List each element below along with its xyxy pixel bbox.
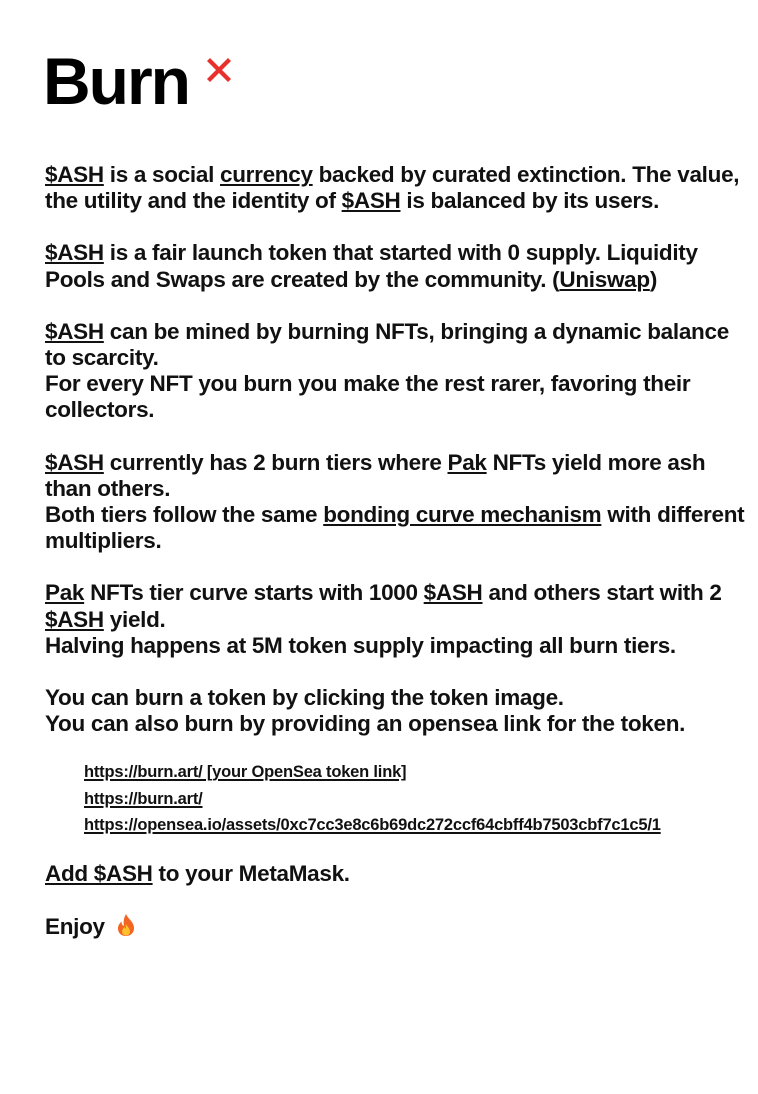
- add-ash-metamask-link[interactable]: Add $ASH: [45, 860, 153, 886]
- ash-link[interactable]: $ASH: [45, 162, 104, 187]
- bonding-curve-link[interactable]: bonding curve mechanism: [323, 502, 602, 528]
- ash-link[interactable]: $ASH: [45, 318, 104, 344]
- paragraph-mining: $ASH can be mined by burning NFTs, bringing a dynamic balance to scarcity. For every NFT you burn you make the rest rarer, favoring their collectors.: [45, 318, 729, 423]
- ash-link[interactable]: $ASH: [341, 188, 401, 214]
- paragraph-fair-launch: $ASH is a fair launch token that started with 0 supply. Liquidity Pools and Swaps are created by the community. (Uniswap): [45, 240, 698, 292]
- fire-icon: [115, 913, 137, 937]
- enjoy-text: Enjoy: [45, 914, 105, 940]
- ash-link[interactable]: $ASH: [45, 606, 104, 632]
- example-link[interactable]: https://burn.art/: [84, 789, 203, 808]
- example-links: [84, 759, 744, 839]
- ash-link[interactable]: $ASH: [45, 240, 104, 266]
- ash-link[interactable]: $ASH: [45, 449, 104, 475]
- paragraph-enjoy: [45, 913, 751, 940]
- ash-link[interactable]: $ASH: [423, 580, 483, 606]
- pak-link[interactable]: Pak: [447, 449, 487, 475]
- paragraph-intro: $ASH is a social currency backed by curated extinction. The value, the utility and the identity of $ASH is balanced by its users.: [45, 162, 740, 214]
- paragraph-how-to-burn: You can burn a token by clicking the token image. You can also burn by providing an opensea link for the token.: [45, 685, 686, 737]
- example-link[interactable]: https://opensea.io/assets/0xc7cc3e8c6b69dc272ccf64cbff4b7503cbf7c1c5/1: [84, 816, 661, 835]
- logo-wordmark: Burn: [43, 44, 189, 118]
- paragraph-metamask: Add $ASH to your MetaMask.: [45, 860, 350, 886]
- uniswap-link[interactable]: Uniswap: [559, 266, 650, 292]
- pak-link[interactable]: Pak: [45, 580, 85, 606]
- burn-logo[interactable]: [43, 44, 189, 118]
- currency-link[interactable]: currency: [220, 162, 313, 187]
- main-content: [45, 162, 751, 966]
- example-link[interactable]: https://burn.art/ [your OpenSea token link]: [84, 763, 407, 782]
- paragraph-burn-tiers: $ASH currently has 2 burn tiers where Pak NFTs yield more ash than others. Both tiers follow the same bonding curve mechanism with different multipliers.: [45, 449, 745, 554]
- x-mark-icon: [205, 55, 233, 83]
- paragraph-tier-curve: Pak NFTs tier curve starts with 1000 $ASH and others start with 2 $ASH yield. Halving happens at 5M token supply impacting all burn tiers.: [45, 580, 722, 658]
